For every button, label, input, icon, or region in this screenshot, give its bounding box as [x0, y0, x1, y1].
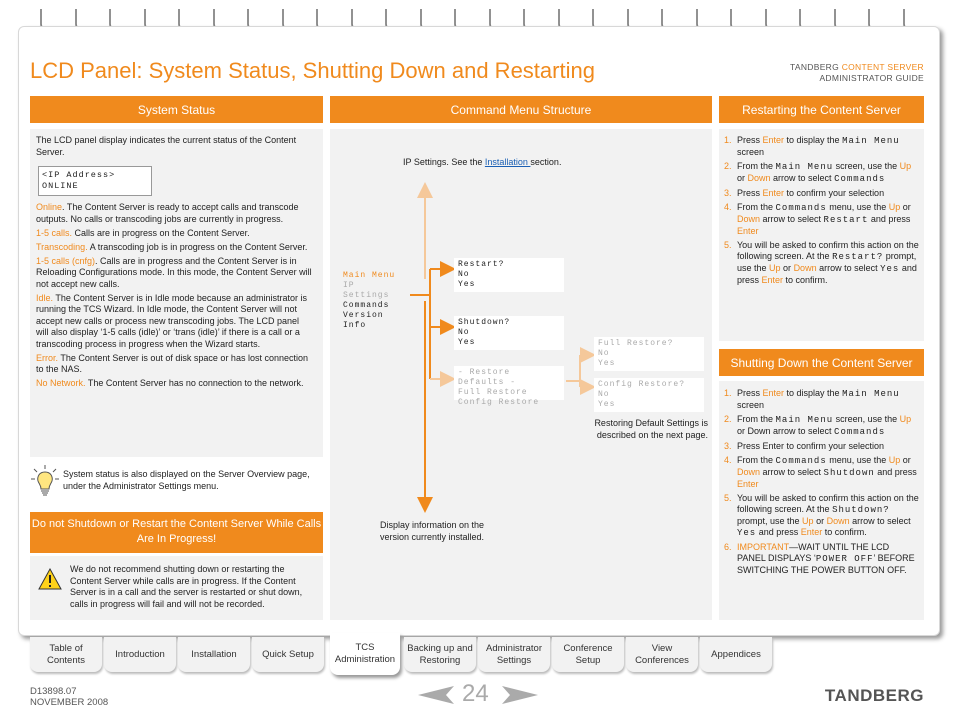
shutdown-step-2: 2. From the Main Menu screen, use the Up or Down arrow to select Commands [724, 414, 912, 437]
tab-administrator-settings[interactable]: Administrator Settings [478, 637, 550, 672]
tip-text: System status is also displayed on the Server Overview page, under the Administrator Settings menu. [63, 469, 310, 491]
page-number: 24 [462, 680, 489, 707]
installation-link[interactable]: Installation [484, 157, 531, 167]
restore-note: Restoring Default Settings is described on the next page. [594, 418, 708, 440]
tab-conference-setup[interactable]: Conference Setup [552, 637, 624, 672]
tandberg-logo: TANDBERG [824, 686, 924, 705]
tab-view-conferences[interactable]: View Conferences [626, 637, 698, 672]
lcd-main-menu: Main Menu IP Settings Commands Version Info [343, 271, 396, 330]
lcd-line-1: <IP Address> [42, 170, 116, 180]
system-status-text [36, 135, 312, 392]
doc-number: D13898.07 [30, 686, 77, 697]
restart-steps [724, 135, 920, 289]
restart-step-5: 5. You will be asked to confirm this action on the following screen. At the Restart? prompt, use the Up or Down arrow to select Yes and press Enter to confirm. [724, 240, 919, 285]
tab-quick-setup[interactable]: Quick Setup [252, 637, 324, 672]
shutdown-step-1: 1. Press Enter to display the Main Menu screen [724, 388, 900, 410]
status-calls-cnfg: 1-5 calls (cnfg). Calls are in progress and the Content Server is in Reloading Configurations mode. In this mode, the Content Server will not accept new calls. [36, 255, 312, 289]
lightbulb-icon [30, 464, 60, 502]
tab-table-of-contents[interactable]: Table of Contents [30, 637, 102, 672]
lcd-restore-defaults: - Restore Defaults - Full Restore Config Restore [454, 366, 564, 400]
status-calls: 1-5 calls. Calls are in progress on the Content Server. [36, 227, 250, 238]
restart-step-2: 2. From the Main Menu screen, use the Up or Down arrow to select Commands [724, 161, 912, 184]
status-no-network: No Network. The Content Server has no connection to the network. [36, 378, 304, 388]
lcd-shutdown: Shutdown? No Yes [454, 316, 564, 350]
restart-step-4: 4. From the Commands menu, use the Up or Down arrow to select Restart and press Enter [724, 202, 911, 236]
shutdown-step-6: 6. IMPORTANT—WAIT UNTIL THE LCD PANEL DISPLAYS ‘POWER OFF’ BEFORE SWITCHING THE POWER BUTTON OFF. [724, 542, 915, 575]
pager [418, 680, 538, 712]
ip-settings-note: IP Settings. See the Installation section. [403, 157, 562, 167]
next-page-arrow-icon[interactable] [502, 686, 538, 709]
tab-appendices[interactable]: Appendices [700, 637, 772, 672]
lcd-config-restore: Config Restore? No Yes [594, 378, 704, 412]
lcd-display [38, 166, 152, 196]
status-transcoding: Transcoding. A transcoding job is in progress on the Content Server. [36, 241, 308, 252]
guide-name: ADMINISTRATOR GUIDE [819, 73, 924, 83]
tab-installation[interactable]: Installation [178, 637, 250, 672]
command-menu-heading: Command Menu Structure [330, 96, 712, 123]
shutdown-step-5: 5. You will be asked to confirm this action on the following screen. At the Shutdown? prompt, use the Up or Down arrow to select Yes and press Enter to confirm. [724, 493, 919, 538]
status-error: Error. The Content Server is out of disk space or has lost connection to the NAS. [36, 352, 308, 374]
lcd-restart: Restart? No Yes [454, 258, 564, 292]
shutdown-step-3: 3. Press Enter to confirm your selection [724, 441, 885, 451]
shutdown-heading: Shutting Down the Content Server [719, 349, 924, 376]
tab-introduction[interactable]: Introduction [104, 637, 176, 672]
shutdown-steps [724, 388, 920, 579]
status-online: Online. The Content Server is ready to accept calls and transcode outputs. No calls or transcoding jobs are currently in progress. [36, 202, 299, 224]
lcd-line-2: ONLINE [42, 181, 79, 191]
warning-icon [38, 568, 62, 595]
version-note: Display information on the version currently installed. [380, 520, 485, 542]
page-title: LCD Panel: System Status, Shutting Down and Restarting [30, 58, 595, 83]
product-name: CONTENT SERVER [841, 62, 924, 72]
status-idle: Idle. The Content Server is in Idle mode because an administrator is running the TCS Wizard. In Idle mode, the Content Server will not accept new calls or process new transcoding jobs. The LCD panel will also display ‘1-5 calls (idle)’ or ‘trans (idle)’ if there is a call or a transcoding process in progress when the Wizard starts. [36, 292, 307, 349]
restart-step-1: 1. Press Enter to display the Main Menu screen [724, 135, 900, 157]
warning-heading: Do not Shutdown or Restart the Content Server While Calls Are In Progress! [30, 512, 323, 553]
tab-tcs-administration[interactable]: TCS Administration [330, 633, 400, 675]
tab-backing-up-and-restoring[interactable]: Backing up and Restoring [404, 637, 476, 672]
warning-panel [30, 556, 323, 620]
brand-header [790, 62, 924, 84]
restart-step-3: 3. Press Enter to confirm your selection [724, 188, 885, 198]
brand-name: TANDBERG [790, 62, 840, 72]
restart-heading: Restarting the Content Server [719, 96, 924, 123]
warning-text: We do not recommend shutting down or restarting the Content Server while calls are in progress. If the Content Server is in a call and the server is restarted or shut down, calls in progress will fail and will not be recorded. [70, 564, 303, 609]
doc-date: NOVEMBER 2008 [30, 697, 109, 708]
previous-page-arrow-icon[interactable] [418, 686, 454, 709]
system-status-heading: System Status [30, 96, 323, 123]
shutdown-step-4: 4. From the Commands menu, use the Up or Down arrow to select Shutdown and press Enter [724, 455, 917, 489]
status-intro: The LCD panel display indicates the current status of the Content Server. [36, 135, 297, 157]
document-id [30, 686, 108, 708]
lcd-full-restore: Full Restore? No Yes [594, 337, 704, 371]
